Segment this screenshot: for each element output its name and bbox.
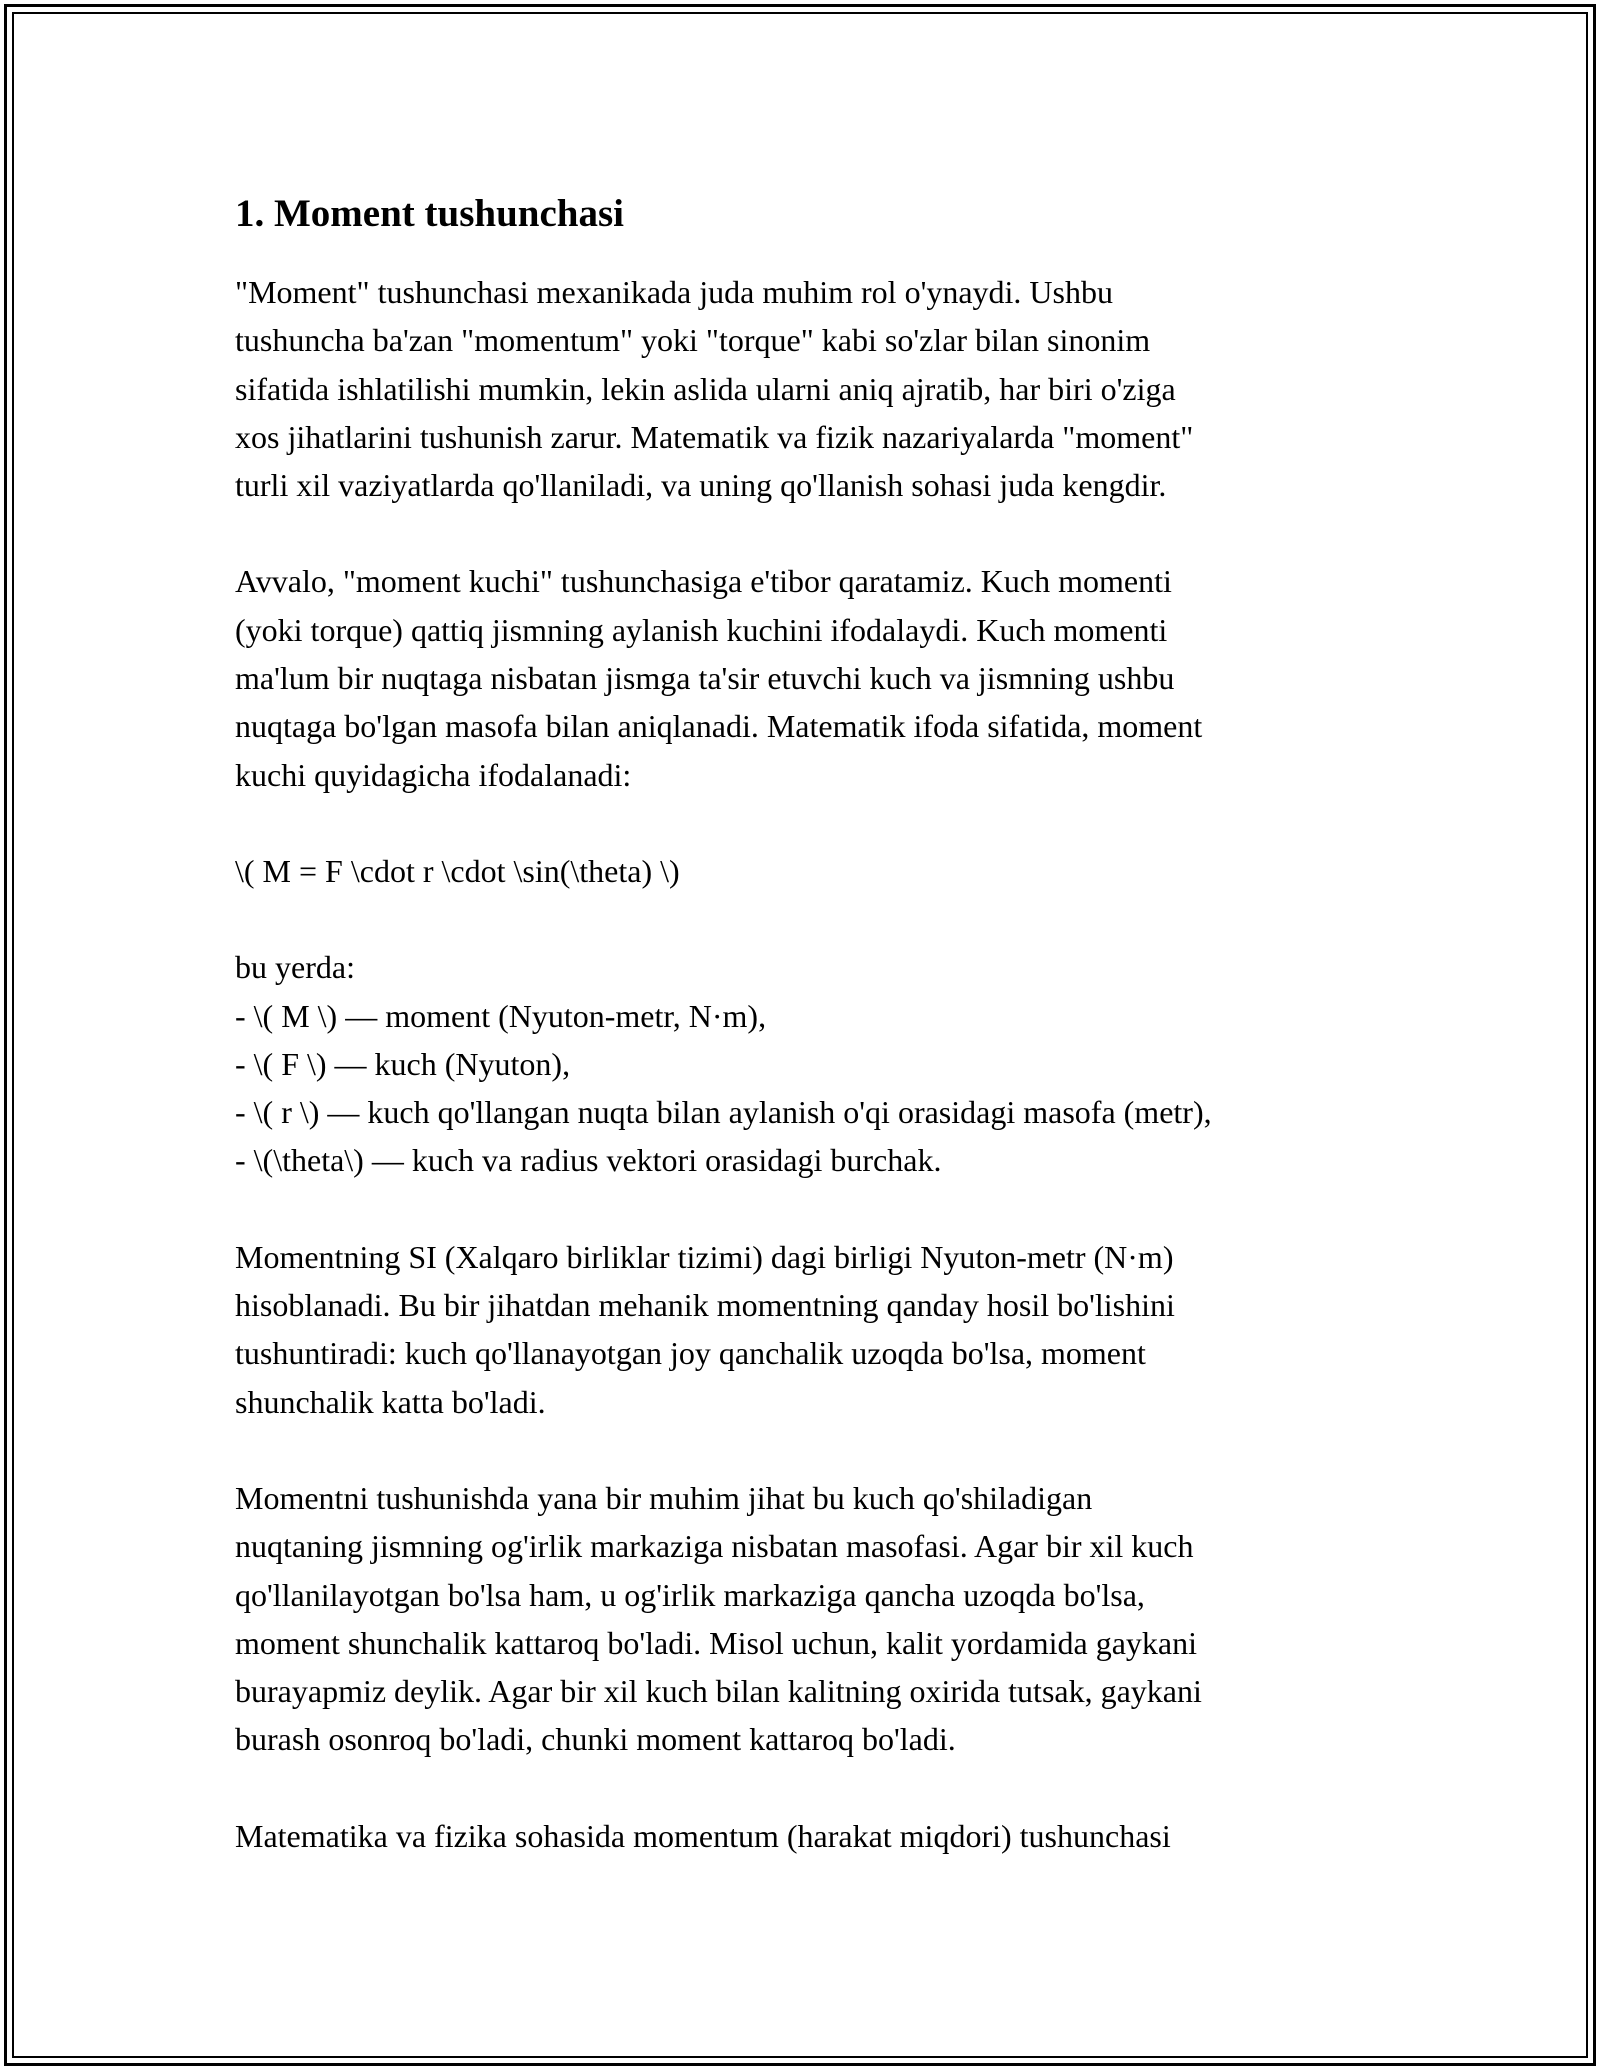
formula: \( M = F \cdot r \cdot \sin(\theta) \): [235, 852, 680, 889]
variable-definitions: bu yerda: - \( M \) — moment (Nyuton-metr, N·m), - \( F \) — kuch (Nyuton), - \( r \) — kuch qo'llangan nuqta bilan aylanish o'qi orasidagi masofa (metr), - \(\theta\) — kuch va radius vektori orasidagi burchak.: [235, 949, 1212, 1179]
paragraph-intro: "Moment" tushunchasi mexanikada juda muhim rol o'ynaydi. Ushbu tushuncha ba'zan "momentum" yoki "torque" kabi so'zlar bilan sinonim sifatida ishlatilishi mumkin, lekin aslida ularni aniq ajratib, har biri o'ziga xos jihatlarini tushunish zarur. Matematik va fizik nazariyalarda "moment" turli xil vaziyatlarda qo'llaniladi, va uning qo'llanish sohasi juda kengdir.: [235, 274, 1194, 504]
paragraph-torque: Avvalo, "moment kuchi" tushunchasiga e'tibor qaratamiz. Kuch momenti (yoki torque) qattiq jismning aylanish kuchini ifodalaydi. Kuch momenti ma'lum bir nuqtaga nisbatan jismga ta'sir etuvchi kuch va jismning ushbu nuqtaga bo'lgan masofa bilan aniqlanadi. Matematik ifoda sifatida, moment kuchi quyidagicha ifodalanadi:: [235, 563, 1203, 793]
paragraph-center-of-mass: Momentni tushunishda yana bir muhim jihat bu kuch qo'shiladigan nuqtaning jismning og'irlik markaziga nisbatan masofasi. Agar bir xil kuch qo'llanilayotgan bo'lsa ham, u og'irlik markaziga qancha uzoqda bo'lsa, moment shunchalik kattaroq bo'ladi. Misol uchun, kalit yordamida gaykani burayapmiz deylik. Agar bir xil kuch bilan kalitning oxirida tutsak, gaykani burash osonroq bo'ladi, chunki moment kattaroq bo'ladi.: [235, 1479, 1202, 1758]
section-heading: 1. Moment tushunchasi: [235, 192, 624, 235]
paragraph-momentum: Matematika va fizika sohasida momentum (harakat miqdori) tushunchasi: [235, 1817, 1171, 1854]
paragraph-si-unit: Momentning SI (Xalqaro birliklar tizimi) dagi birligi Nyuton-metr (N·m) hisoblanadi. Bu bir jihatdan mehanik momentning qanday hosil bo'lishini tushuntiradi: kuch qo'llanayotgan joy qanchalik uzoqda bo'lsa, moment shunchalik katta bo'ladi.: [235, 1238, 1175, 1420]
document-body: [235, 186, 1375, 1908]
